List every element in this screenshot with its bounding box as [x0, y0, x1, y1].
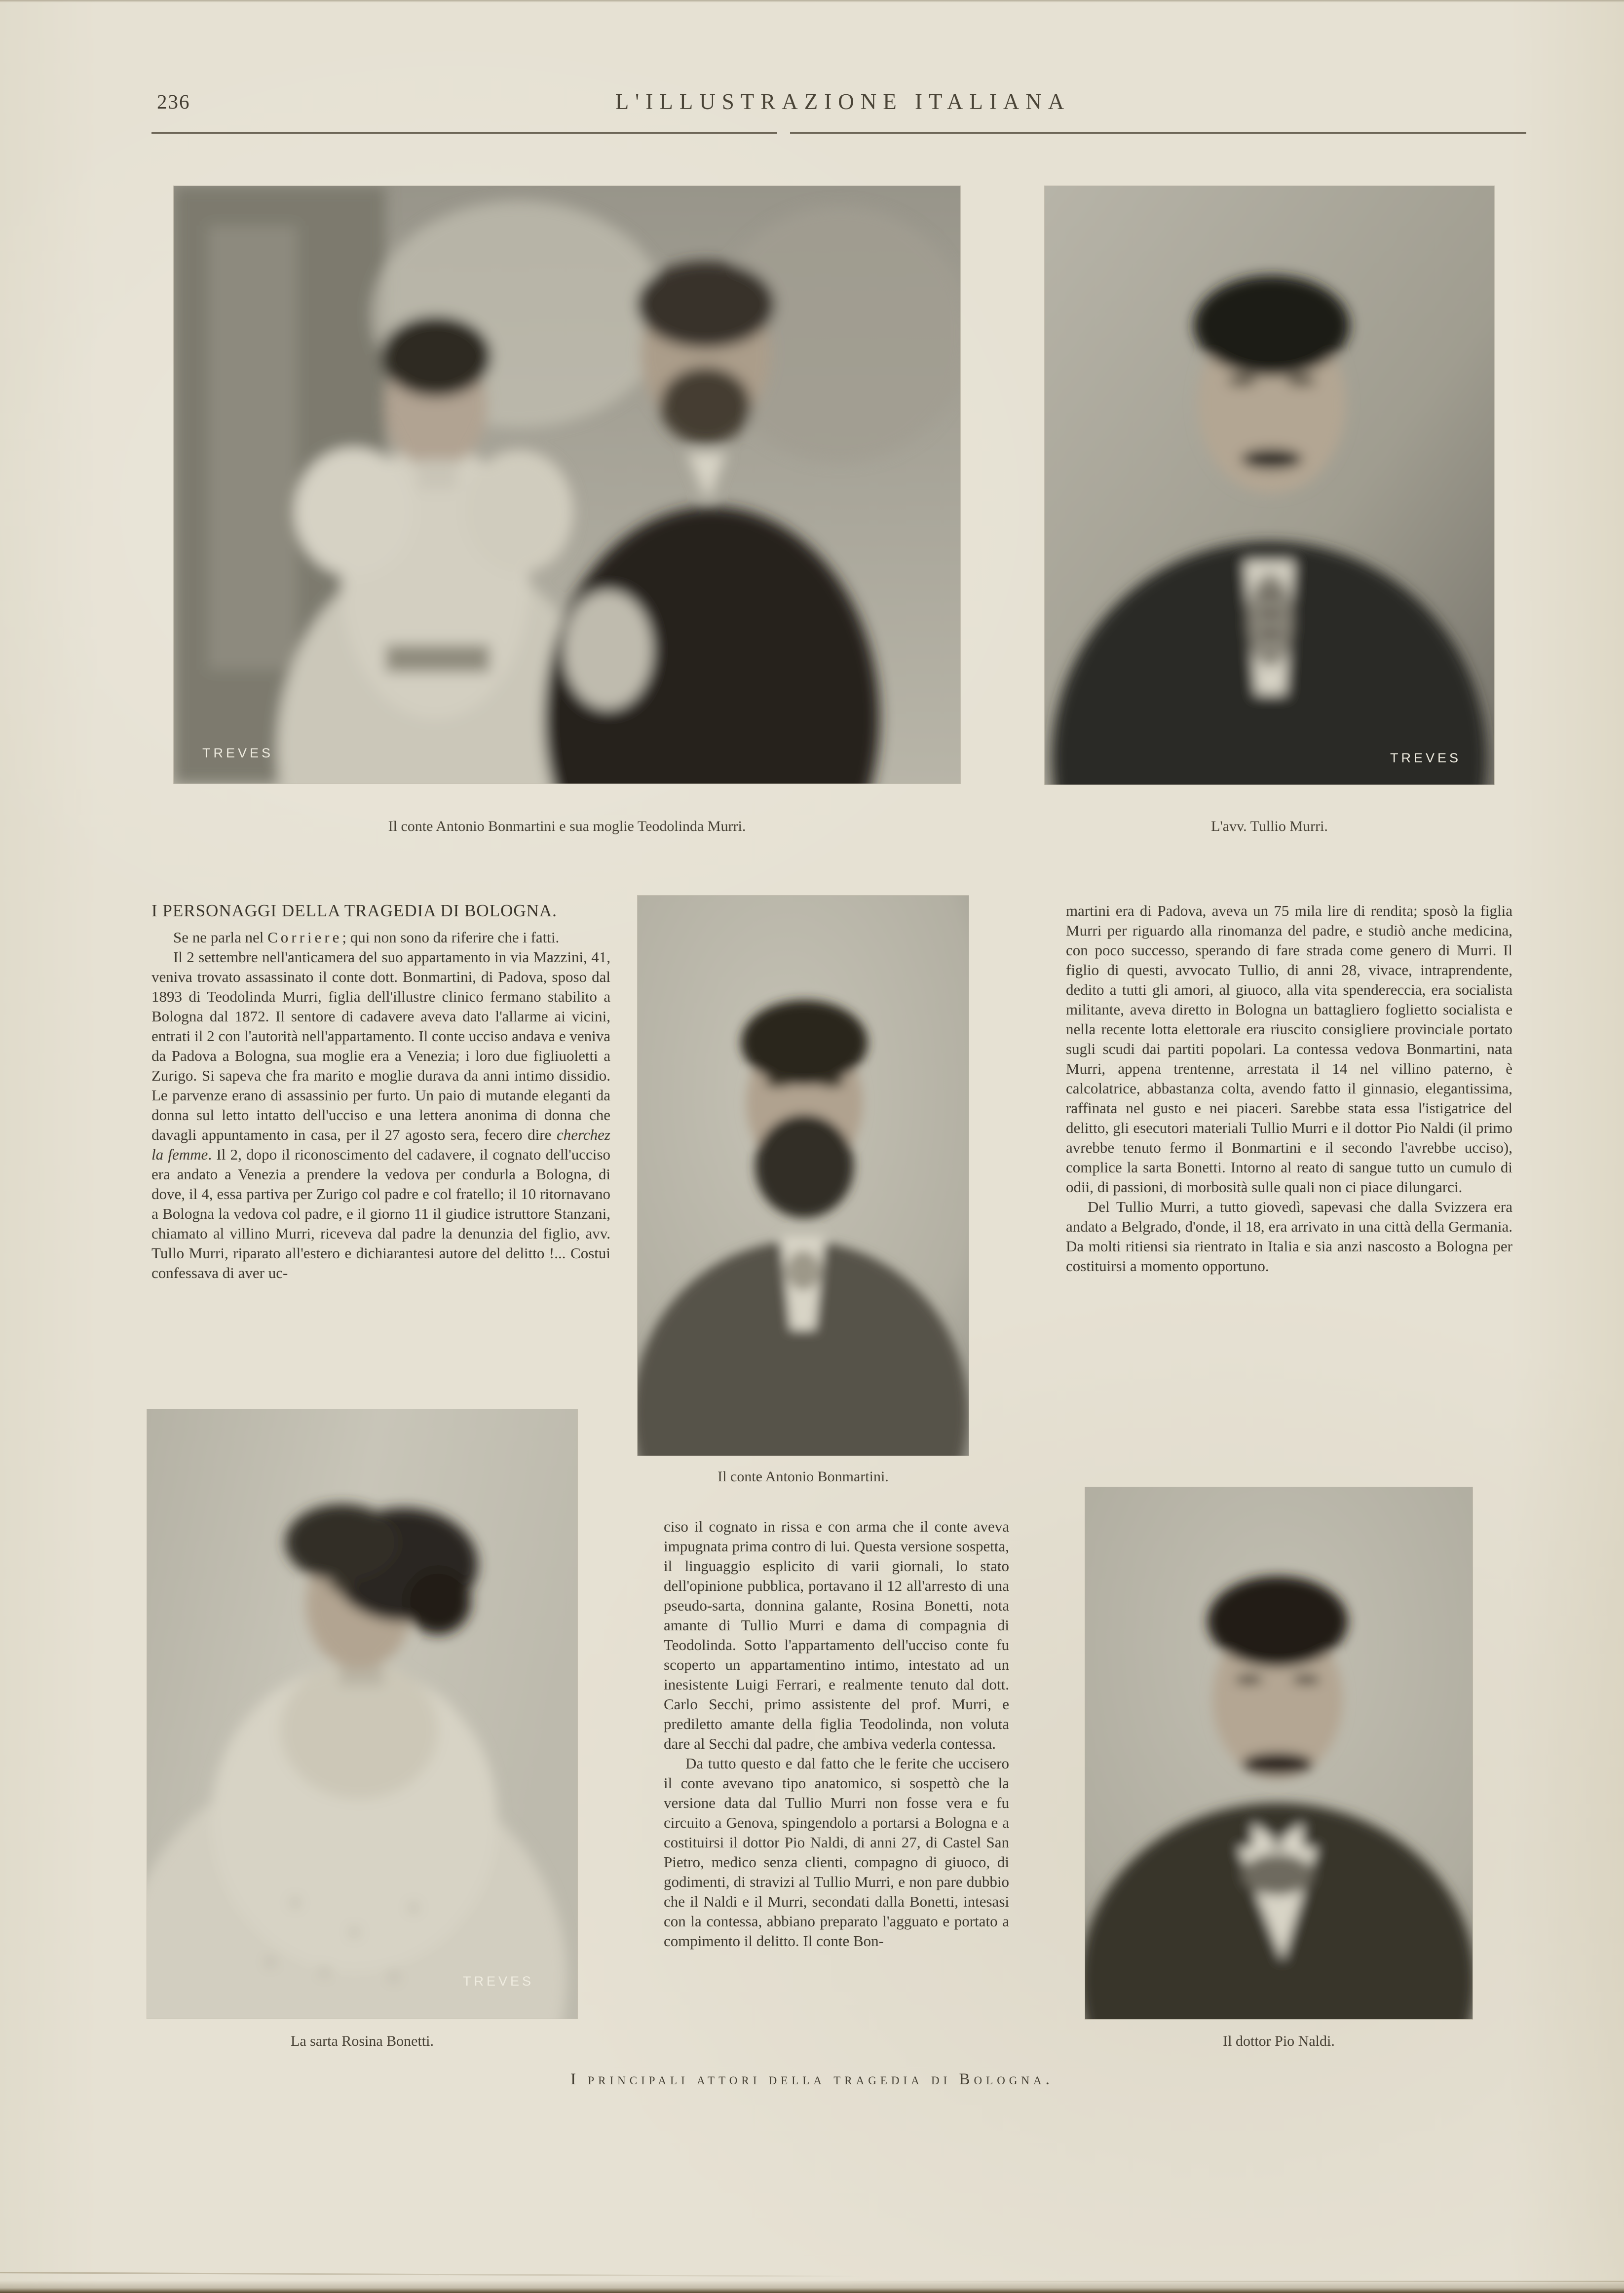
emphasized-corriere: Corriere: [267, 929, 342, 946]
header-rule-right: [790, 132, 1526, 134]
photo-tullio-illustration: [1045, 186, 1494, 785]
caption-rosina: La sarta Rosina Bonetti.: [291, 2033, 434, 2049]
article-left-column: [151, 901, 610, 1283]
text-run: Il 2 settembre nell'anticamera del suo appartamento in via Mazzini, 41, veniva trovato assassinato il conte dott. Bonmartini, di Padova, sposo dal 1893 di Teodolinda Murri, figlia dell'illustre clinico fermano stabilito a Bologna dal 1872. Il sentore di cadavere aveva dato l'allarme ai vicini, entrati il 2 con l'autorità nell'appartamento. Il conte ucciso andava e veniva da Padova a Bologna, sua moglie era a Venezia; i loro due figliuoletti a Zurigo. Si sapeva che fra marito e moglie durava da anni intimo dissidio. Le parvenze erano di assassinio per furto. Un paio di mutande eleganti da donna sul letto intatto dell'ucciso e una lettera anonima di donna che davagli appuntamento in casa, per il 27 agosto sera, fecero dire: [151, 948, 610, 1143]
masthead-title: L'ILLUSTRAZIONE ITALIANA: [615, 89, 1071, 114]
article-middle-column: [664, 1517, 1009, 1951]
photo-tullio-murri: [1045, 186, 1494, 785]
article-paragraph: Da tutto questo e dal fatto che le ferite che uccisero il conte avevano tipo anatomico, si sospettò che la versione data dal Tullio Murri non fosse vera e fu circuito a Genova, spingendolo a portarsi a Bologna e a costituirsi il dottor Pio Naldi, di anni 27, di Castel San Pietro, medico senza clienti, compagno di giuoco, di godimenti, di stravizi al Tullio Murri, e non pare dubbio che il Naldi e il Murri, secondati dalla Bonetti, intesasi con la contessa, abbiano preparato l'agguato e portato a compimento il delitto. Il conte Bon-: [664, 1755, 1009, 1950]
article-right-column: [1066, 901, 1512, 1276]
paper-crease: [0, 2272, 864, 2277]
header-rule-left: [151, 132, 777, 134]
photo-credit-treves: TREVES: [202, 746, 274, 760]
photo-rosina-illustration: [147, 1409, 577, 2019]
text-run: Se ne parla nel: [173, 929, 268, 946]
article-paragraph: [151, 947, 610, 1283]
caption-tullio: L'avv. Tullio Murri.: [1211, 818, 1328, 834]
scan-edge-bottom: [0, 2280, 1624, 2293]
photo-couple-bonmartini-teodolinda: [174, 186, 960, 784]
text-run: . Il 2, dopo il riconoscimento del cadavere, il cognato dell'ucciso era andato a Venezia a prendere la vedova per condurla a Bologna, di dove, il 4, essa partiva per Zurigo col padre e col fratello; il 10 ritornavano a Bologna la vedova col padre, e il giorno 11 il giudice istruttore Stanzani, chiamato al villino Murri, riceveva dal padre la denunzia del figlio, avv. Tullo Murri, riparato all'estero e dichiarantesi autore del delitto !... Costui confessava di aver uc-: [151, 1146, 610, 1281]
footer-group-caption: I principali attori della tragedia di Bologna.: [570, 2070, 1054, 2088]
italic-cherchez-la-femme: cherchez la femme: [151, 1126, 610, 1163]
article-paragraph-continuation: ciso il cognato in rissa e con arma che il conte aveva impugnata prima contro di lui. Questa versione sospetta, il linguaggio esplicito di varii giornali, lo stato dell'opinione pubblica, portavano il 12 all'arresto di una pseudo-sarta, donnina galante, Rosina Bonetti, nota amante di Tullio Murri e dama di compagnia di Teodolinda. Sotto l'appartamento dell'ucciso conte fu scoperto un appartamentino intimo, intestato ad un inesistente Luigi Ferrari, e realmente tenuto dal dott. Carlo Secchi, primo assistente del prof. Murri, e prediletto amante della figlia Teodolinda, non voluta dare al Secchi dal padre, che ambiva vederla contessa.: [664, 1518, 1009, 1752]
text-run: ; qui non sono da riferire che i fatti.: [342, 929, 560, 946]
photo-pio-naldi: [1085, 1487, 1473, 2019]
photo-bonmartini-illustration: [638, 896, 969, 1456]
photo-credit-treves: TREVES: [1390, 751, 1462, 765]
page-number: 236: [157, 90, 190, 113]
article-heading: I PERSONAGGI DELLA TRAGEDIA DI BOLOGNA.: [151, 901, 557, 920]
caption-couple: Il conte Antonio Bonmartini e sua moglie Teodolinda Murri.: [388, 818, 746, 834]
photo-credit-treves: TREVES: [463, 1974, 534, 1989]
article-paragraph: [151, 928, 610, 947]
photo-rosina-bonetti: [147, 1409, 577, 2019]
article-paragraph: Del Tullio Murri, a tutto giovedì, sapevasi che dalla Svizzera era andato a Belgrado, d'onde, il 18, era arrivato in una città della Germania. Da molti ritiensi sia rientrato in Italia e sia anzi nascosto a Bologna per costituirsi a momento opportuno.: [1066, 1198, 1512, 1275]
photo-antonio-bonmartini: [638, 896, 969, 1456]
photo-couple-illustration: [174, 186, 960, 784]
caption-bonmartini: Il conte Antonio Bonmartini.: [718, 1468, 889, 1485]
scan-edge-top: [0, 0, 1624, 2]
article-paragraph-continuation: martini era di Padova, aveva un 75 mila lire di rendita; sposò la figlia Murri per riguardo alla rinomanza del padre, e studiò anche medicina, con poco successo, sperando di fare strada come genero di Murri. Il figlio di questi, avvocato Tullio, di anni 28, vivace, intraprendente, dedito a tutti gli amori, al giuoco, alla vita spendereccia, era socialista militante, aveva diretto in Bologna un battagliero foglietto socialista e nella recente lotta elettorale era riuscito consigliere provinciale portato sugli scudi dai partiti popolari. La contessa vedova Bonmartini, nata Murri, appena trentenne, arrestata il 14 nel villino paterno, è calcolatrice, abbastanza colta, avendo fatto il ginnasio, elegantissima, raffinata nel gusto e nei piaceri. Sarebbe stata essa l'istigatrice del delitto, gli esecutori materiali Tullio Murri e il dottor Pio Naldi (il primo avrebbe tenuto fermo il Bonmartini e il secondo l'avrebbe ucciso), complice la sarta Bonetti. Intorno al reato di sangue tutto un cumulo di odii, di passioni, di morbosità sulle quali non ci piace dilungarci.: [1066, 902, 1512, 1196]
caption-naldi: Il dottor Pio Naldi.: [1223, 2033, 1335, 2049]
photo-naldi-illustration: [1085, 1487, 1473, 2019]
